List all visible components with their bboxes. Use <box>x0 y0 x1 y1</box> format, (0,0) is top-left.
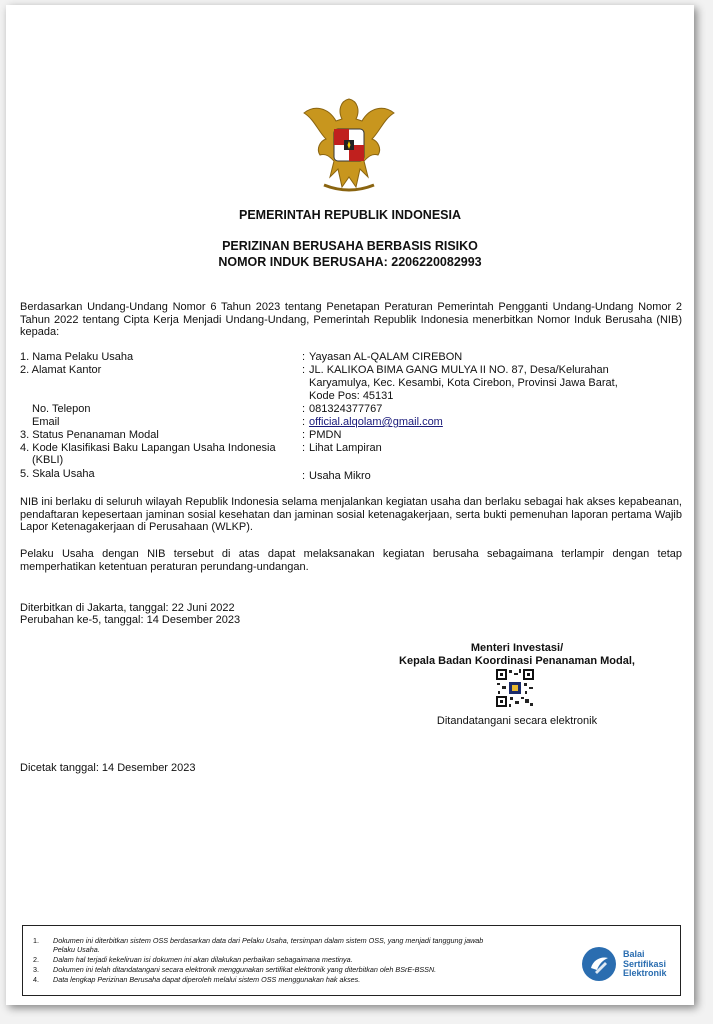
field-separator: : <box>302 364 306 376</box>
bsre-logo-text <box>623 950 667 979</box>
field-value: Kode Pos: 45131 <box>309 390 394 402</box>
bsre-line: Elektronik <box>623 968 667 978</box>
footer-note-number: 3. <box>33 965 39 974</box>
footer-note-number: 4. <box>33 975 39 984</box>
field-value: JL. KALIKOA BIMA GANG MULYA II NO. 87, Desa/Kelurahan <box>309 364 609 376</box>
field-value: Usaha Mikro <box>309 470 371 482</box>
field-label: 5. Skala Usaha <box>20 468 95 480</box>
permission-paragraph: Pelaku Usaha dengan NIB tersebut di atas dapat melaksanakan kegiatan berusaha sebagaimana terlampir dengan tetap memperhatikan ketentuan peraturan perundang-undangan. <box>20 548 682 573</box>
bsre-logo-icon <box>581 946 617 982</box>
footer-note-text: Dalam hal terjadi kekeliruan isi dokumen ini akan dilakukan perbaikan sebagaimana mestinya. <box>53 955 353 964</box>
field-label: (KBLI) <box>32 454 64 466</box>
nib-number: NOMOR INDUK BERUSAHA: 2206220082993 <box>218 255 482 269</box>
field-label: 4. Kode Klasifikasi Baku Lapangan Usaha Indonesia <box>20 442 276 454</box>
qr-code-icon <box>495 668 535 708</box>
field-label: No. Telepon <box>32 403 91 415</box>
field-separator: : <box>302 351 306 363</box>
document-page <box>6 5 694 1005</box>
field-separator: : <box>302 403 306 415</box>
field-separator: : <box>302 416 306 428</box>
signatory-agency: Kepala Badan Koordinasi Penanaman Modal, <box>399 655 635 667</box>
signatory-title: Menteri Investasi/ <box>470 642 564 654</box>
document-title: PERIZINAN BERUSAHA BERBASIS RISIKO <box>222 239 478 253</box>
field-value: PMDN <box>309 429 342 441</box>
field-value: Karyamulya, Kec. Kesambi, Kota Cirebon, Provinsi Jawa Barat, <box>309 377 618 389</box>
field-value: 081324377767 <box>309 403 383 415</box>
footer-note-number: 2. <box>33 955 39 964</box>
field-separator: : <box>302 442 306 454</box>
electronic-signature-note: Ditandatangani secara elektronik <box>436 715 598 727</box>
print-date: Dicetak tanggal: 14 Desember 2023 <box>20 762 196 774</box>
issued-date: Diterbitkan di Jakarta, tanggal: 22 Juni 2022 <box>20 602 235 614</box>
field-label: Email <box>32 416 60 428</box>
footer-notes-box <box>22 925 681 996</box>
field-label: 1. Nama Pelaku Usaha <box>20 351 134 363</box>
footer-note-text: Data lengkap Perizinan Berusaha dapat diperoleh melalui sistem OSS menggunakan hak akses. <box>53 975 361 984</box>
revision-date: Perubahan ke-5, tanggal: 14 Desember 2023 <box>20 614 241 626</box>
garuda-emblem-icon <box>300 97 398 197</box>
footer-note-text: Dokumen ini telah ditandatangani secara elektronik menggunakan sertifikat elektronik yang diterbitkan oleh BSrE-BSSN. <box>53 965 437 974</box>
field-value: Yayasan AL-QALAM CIREBON <box>309 351 463 363</box>
footer-note-number: 1. <box>33 936 39 945</box>
validity-paragraph: NIB ini berlaku di seluruh wilayah Republik Indonesia selama menjalankan kegiatan usaha dan berlaku sebagai hak akses kepabeanan, pendaftaran kepesertaan jaminan sosial kesehatan dan jaminan sosial ketenagakerjaan, serta bukti pemenuhan laporan pertama Wajib Lapor Ketenagakerjaan di Perusahaan (WLKP). <box>20 496 682 533</box>
field-label: 2. Alamat Kantor <box>20 364 102 376</box>
footer-note-text: Dokumen ini diterbitkan sistem OSS berdasarkan data dari Pelaku Usaha, tersimpan dalam sistem OSS, yang menjadi tanggung jawab <box>53 936 484 945</box>
field-value: Lihat Lampiran <box>309 442 382 454</box>
government-title: PEMERINTAH REPUBLIK INDONESIA <box>238 208 461 222</box>
intro-paragraph: Berdasarkan Undang-Undang Nomor 6 Tahun 2023 tentang Penetapan Peraturan Pemerintah Pengganti Undang-Undang Nomor 2 Tahun 2022 tentang Cipta Kerja Menjadi Undang-Undang, Pemerintah Republik Indonesia menerbitkan Nomor Induk Berusaha (NIB) kepada: <box>20 301 682 338</box>
bsre-line: Sertifikasi <box>623 958 667 969</box>
footer-note-text: Pelaku Usaha. <box>53 945 100 954</box>
email-link[interactable]: official.alqolam@gmail.com <box>309 416 443 428</box>
bsre-line: Balai <box>623 949 645 959</box>
field-label: 3. Status Penanaman Modal <box>20 429 159 441</box>
field-separator: : <box>302 429 306 441</box>
field-separator: : <box>302 470 306 482</box>
